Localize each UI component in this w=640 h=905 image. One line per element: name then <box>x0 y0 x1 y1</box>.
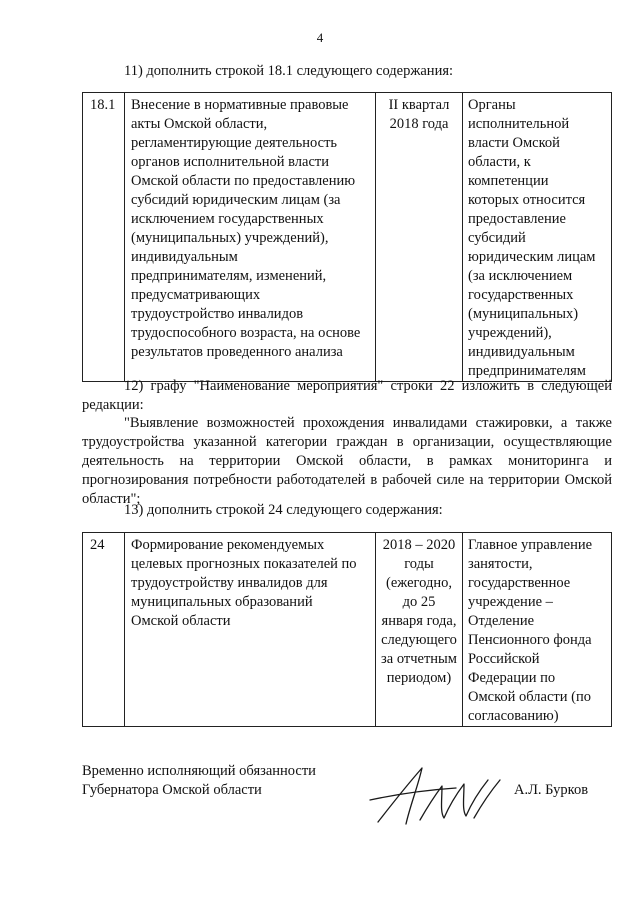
item-12-quote: "Выявление возможностей прохождения инвалидами стажировки, а также трудоустройства указанной категории граждан в организации, осуществляющие деятельность на территории Омской области, в рамках мониторинга и прогнозирования потребности работодателей в рабочей силе на территории Омской области"; <box>82 415 612 507</box>
table-row-24 <box>82 532 612 727</box>
measure-description: Внесение в нормативные правовые акты Омской области, регламентирующие деятельность органов исполнительной власти Омской области по предоставлению субсидий юридическим лицам (за исключением государственных (муниципальных) учреждений), индивидуальным предпринимателям, изменений, предусматривающих трудоустройство инвалидов трудоспособного возраста, на основе результатов проведенного анализа <box>131 97 361 360</box>
handwritten-signature <box>360 760 530 830</box>
description-cell <box>125 93 376 382</box>
signatory-position: Временно исполняющий обязанности Губернатора Омской области <box>82 763 316 798</box>
page-number: 4 <box>316 30 324 45</box>
table-row-18-1 <box>82 92 612 382</box>
responsible-executors: Главное управление занятости, государственное учреждение – Отделение Пенсионного фонда Российской Федерации по Омской области (по согласованию) <box>468 537 593 724</box>
item-13-text: 13) дополнить строкой 24 следующего содержания: <box>124 502 443 518</box>
row-number-cell <box>83 93 125 382</box>
measure-term: II квартал 2018 года <box>388 97 450 132</box>
responsible-cell <box>463 533 612 727</box>
responsible-executors: Органы исполнительной власти Омской области, к компетенции которых относится предоставление субсидий юридическим лицам (за исключением государственных (муниципальных) учреждений), индивидуальным предпринимателям <box>468 97 596 379</box>
term-cell <box>376 533 463 727</box>
item-12-text: 12) графу "Наименование мероприятия" строки 22 изложить в следующей редакции: <box>82 378 612 413</box>
item-11-text: 11) дополнить строкой 18.1 следующего содержания: <box>124 63 454 79</box>
measure-term: 2018 – 2020 годы (ежегодно, до 25 января года, следующего за отчетным периодом) <box>381 537 457 686</box>
row-number: 18.1 <box>90 97 116 113</box>
responsible-cell <box>463 93 612 382</box>
description-cell <box>125 533 376 727</box>
measure-description: Формирование рекомендуемых целевых прогнозных показателей по трудоустройству инвалидов для муниципальных образований Омской области <box>131 537 357 629</box>
term-cell <box>376 93 463 382</box>
signatory-name: А.Л. Бурков <box>514 782 589 798</box>
row-number-cell <box>83 533 125 727</box>
row-number: 24 <box>90 537 105 553</box>
